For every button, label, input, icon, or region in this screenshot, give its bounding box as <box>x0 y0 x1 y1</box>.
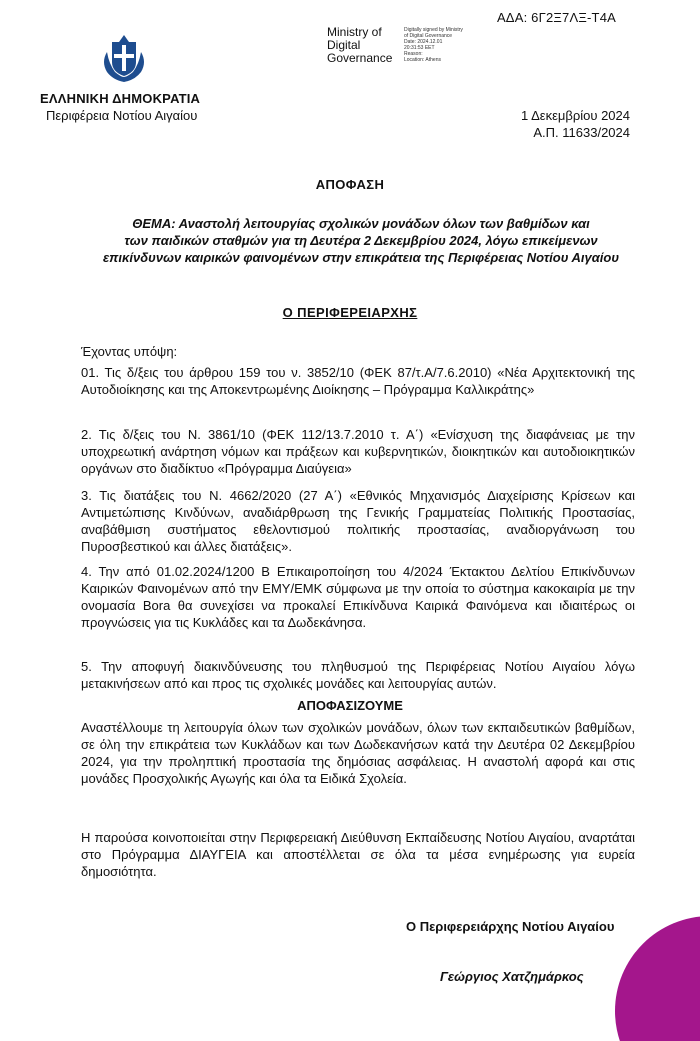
signatory-name: Γεώργιος Χατζημάρκος <box>440 969 584 984</box>
consideration-item: 2. Τις δ/ξεις του Ν. 3861/10 (ΦΕΚ 112/13.7.2010 τ. Α΄) «Ενίσχυση της διαφάνειας με την υποχρεωτική ανάρτηση νόμων και πράξεων και κυβερνητικών, διοικητικών και αυτοδιοικητικών οργάνων στο διαδίκτυο «Πρόγραμμα Διαύγεια» <box>81 427 635 476</box>
subject-line: ΘΕΜΑ: Αναστολή λειτουργίας σχολικών μονάδων όλων των βαθμίδων και <box>132 216 590 231</box>
consideration-item: 5. Την αποφυγή διακινδύνευσης του πληθυσμού της Περιφέρειας Νοτίου Αιγαίου λόγω μετακινήσεων από και προς τις σχολικές μονάδες και λειτουργίας αυτών. <box>81 659 635 691</box>
document-subject <box>78 215 644 266</box>
decision-text: Αναστέλλουμε τη λειτουργία όλων των σχολικών μονάδων, όλων των εκπαιδευτικών βαθμίδων, σε όλη την επικράτεια των Κυκλάδων και των Δωδεκανήσων κατά την Δευτέρα 02 Δεκεμβρίου 2024, για την προληπτική προστασία της δημόσιας ασφάλειας. Η αναστολή αφορά και στις μονάδες Προσχολικής Αγωγής και όλα τα Ειδικά Σχολεία. <box>81 720 635 786</box>
consideration-item: 01. Τις δ/ξεις του άρθρου 159 του ν. 3852/10 (ΦΕΚ 87/τ.Α/7.6.2010) «Νέα Αρχιτεκτονική της Αυτοδιοίκησης και της Αποκεντρωμένης Διοίκησης – Πρόγραμμα Καλλικράτης» <box>81 365 635 397</box>
signature-title: Ο Περιφερειάρχης Νοτίου Αιγαίου <box>406 919 615 934</box>
greek-emblem-icon <box>99 32 149 84</box>
ministry-line: Ministry of <box>327 25 382 39</box>
corner-decoration <box>600 891 700 1041</box>
signature-details <box>404 27 514 63</box>
signature-detail-line: 20:31:53 EET <box>404 45 435 51</box>
document-date: 1 Δεκεμβρίου 2024 <box>520 108 630 123</box>
signature-detail-line: Date: 2024.12.01 <box>404 39 443 45</box>
digital-signature-block <box>327 26 547 70</box>
signature-detail-line: Location: Athens <box>404 57 441 63</box>
consideration-item: 3. Τις διατάξεις του Ν. 4662/2020 (27 Α΄) «Εθνικός Μηχανισμός Διαχείρισης Κρίσεων και Αντιμετώπισης Κινδύνων, αναδιάρθρωση της Γενικής Γραμματείας Πολιτικής Προστασίας, αναβάθμιση συστήματος εθελοντισμού πολιτικής προστασίας, αναδιοργάνωση του Πυροσβεστικού και άλλες διατάξεις». <box>81 488 635 554</box>
official-title: Ο ΠΕΡΙΦΕΡΕΙΑΡΧΗΣ <box>282 305 418 320</box>
subject-line: των παιδικών σταθμών για τη Δευτέρα 2 Δεκεμβρίου 2024, λόγω επικείμενων <box>124 233 598 248</box>
republic-name: ΕΛΛΗΝΙΚΗ ΔΗΜΟΚΡΑΤΙΑ <box>40 91 201 106</box>
decision-heading: ΑΠΟΦΑΣΙΖΟΥΜΕ <box>297 698 403 713</box>
ministry-line: Digital <box>327 38 361 52</box>
subject-line: επικίνδυνων καιρικών φαινομένων στην επικράτεια της Περιφέρειας Νοτίου Αιγαίου <box>102 250 620 265</box>
protocol-number: Α.Π. 11633/2024 <box>533 125 630 140</box>
ada-code: ΑΔΑ: 6Γ2Ξ7ΛΞ-Τ4Α <box>496 10 616 25</box>
ministry-label <box>327 26 392 65</box>
consideration-item: 4. Την από 01.02.2024/1200 Β Επικαιροποίηση του 4/2024 Έκτακτου Δελτίου Επικίνδυνων Καιρικών Φαινομένων από την ΕΜΥ/ΕΜΚ σύμφωνα με την οποία το σύστημα κακοκαιρία με την ονομασία Bora θα συνεχίσει να προκαλεί Επικίνδυνα Καιρικά Φαινόμενα και ιδιαιτέρως οι προγνώσεις για τις Κυκλάδες και τα Δωδεκάνησα. <box>81 564 635 630</box>
ministry-line: Governance <box>327 51 393 65</box>
document-title: ΑΠΟΦΑΣΗ <box>315 177 385 192</box>
region-name: Περιφέρεια Νοτίου Αιγαίου <box>46 108 198 123</box>
considering-heading: Έχοντας υπόψη: <box>81 344 178 359</box>
signature-detail-line: Digitally signed by Ministry <box>404 27 463 33</box>
signature-detail-line: Reason: <box>404 51 423 57</box>
notification-text: Η παρούσα κοινοποιείται στην Περιφερειακή Διεύθυνση Εκπαίδευσης Νοτίου Αιγαίου, αναρτάται στο Πρόγραμμα ΔΙΑΥΓΕΙΑ και αποστέλλεται σε όλα τα μέσα ενημέρωσης για ευρεία δημοσιότητα. <box>81 830 635 879</box>
signature-detail-line: of Digital Governance <box>404 33 453 39</box>
